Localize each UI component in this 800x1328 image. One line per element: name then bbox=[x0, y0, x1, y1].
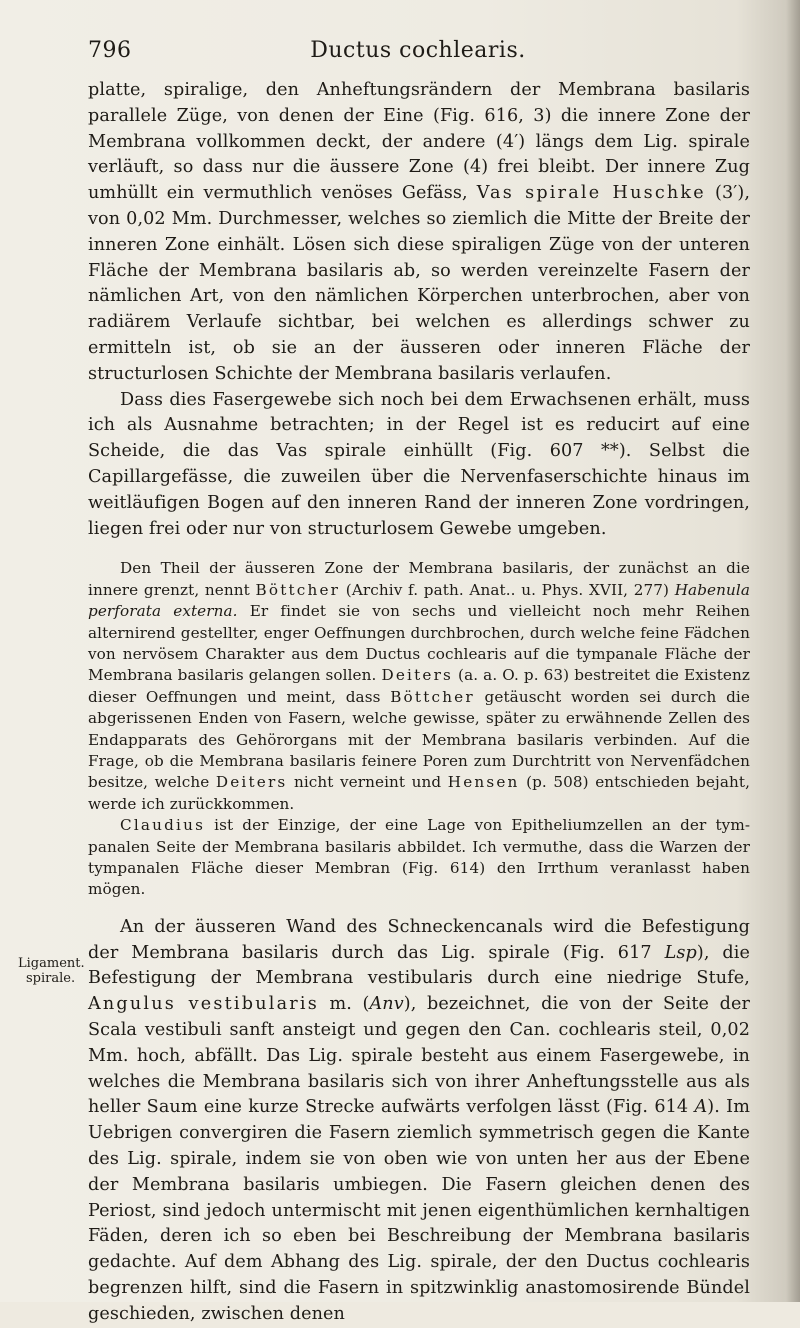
page-header bbox=[88, 38, 748, 72]
spacer bbox=[88, 542, 750, 558]
author-hensen: Hensen bbox=[447, 773, 520, 792]
page-number: 796 bbox=[88, 38, 132, 63]
label-lsp: Lsp bbox=[664, 942, 697, 963]
margin-note-line-2: spirale. bbox=[26, 971, 76, 986]
paragraph-1 bbox=[88, 78, 750, 388]
para3-text-e: Er findet sie von sechs und vielleicht noch mehr Reihen alternirend gestellter, enger Oeffnungen durchbrochen, durch welche feine Fädchen von nervösem Charakter aus dem Ductus cochlearis auf die tympanale Fläche der Membrana basilaris gelangen sollen. bbox=[88, 602, 750, 685]
author-boettcher-2: Böttcher bbox=[390, 687, 475, 706]
paragraph-2: Dass dies Fasergewebe sich noch bei dem Erwachsenen erhält, muss ich als Ausnahme betrachten; in der Regel ist es reducirt auf eine Scheide, die das Vas spirale einhüllt (Fig. 607 **). Selbst die Capillargefässe, die zuweilen über die Nervenfaserschichte hinaus im weitläufigen Bogen auf den inneren Rand der inneren Zone vordringen, liegen frei oder nur von structurlosem Gewebe umgeben. bbox=[88, 389, 750, 539]
margin-note bbox=[18, 956, 84, 986]
author-claudius: Claudius bbox=[120, 816, 206, 835]
label-a: A bbox=[694, 1097, 708, 1118]
para1-vas-spirale-term: Vas spirale Huschke bbox=[476, 183, 706, 204]
para3-text-k: nicht verneint und bbox=[287, 773, 448, 792]
para3-text-c: (Archiv f. path. Anat.. u. Phys. XVII, 277) bbox=[340, 580, 675, 599]
term-habenula-perforata: Habenula perforata externa. bbox=[88, 580, 750, 621]
text-body bbox=[88, 78, 750, 1328]
para3-text-g: (a. a. O. p. 63) bestreitet die Existenz dieser Oeffnungen und meint, dass bbox=[88, 666, 750, 706]
para1-text-a: platte, spiralige, den Anheftungsrändern der Membrana basilaris parallele Züge, von denen der Eine (Fig. 616, 3) die innere Zone der Membrana vollkommen deckt, der andere (4′) längs dem Lig. spirale verläuft, so dass nur die äussere Zone (4) frei bleibt. Der innere Zug umhüllt ein vermuthlich venöses Gefäss, bbox=[88, 80, 750, 204]
para3-text-m: (p. 508) entschieden bejaht, werde ich zurückkommen. bbox=[88, 773, 750, 813]
margin-note-line-1: Ligament. bbox=[18, 956, 85, 971]
author-deiters-2: Deiters bbox=[215, 773, 288, 792]
running-title: Ductus cochlearis. bbox=[310, 38, 526, 63]
para5-text-i: ). Im Uebrigen convergiren die Fasern ziemlich symmetrisch gegen die Kante des Lig. spirale, indem sie von oben wie von unten her aus der Ebene der Membrana basilaris umbiegen. Die Fasern gleichen denen des Periost, sind jedoch untermischt mit jenen eigenthümlichen kernhaltigen Fäden, deren ich so eben bei Beschreibung der Membrana basilaris gedachte. Auf dem Abhang des Lig. spirale, der den Ductus cochlearis begrenzen hilft, sind die Fasern in spitzwinklig anastomosirende Bündel geschieden, zwischen denen bbox=[88, 1097, 751, 1324]
para5-text-g: ), bezeichnet, die von der Seite der Scala vestibuli sanft ansteigt und gegen den Can. cochlearis steil, 0,02 Mm. hoch, abfällt. Das Lig. spirale besteht aus einem Fasergewebe, in welches die Membrana basilaris sich von ihrer Anheftungsstelle aus als heller Saum eine kurze Strecke aufwärts verfolgen lässt (Fig. 614 bbox=[88, 994, 750, 1118]
para1-text-c: (3′), von 0,02 Mm. Durchmesser, welches so ziemlich die Mitte der Breite der inneren Zone einhält. Lösen sich diese spiraligen Züge von der unteren Fläche der Membrana basilaris ab, so werden vereinzelte Fasern der nämlichen Art, von den nämlichen Körperchen unterbrochen, aber von radiärem Verlaufe sichtbar, bei welchen es allerdings schwer zu ermitteln ist, ob sie an der äusseren oder inneren Fläche der structurlosen Schichte der Membrana basilaris verlaufen. bbox=[88, 183, 751, 384]
para5-text-c: ), die Befestigung der Membrana vestibularis durch eine niedrige Stufe, bbox=[88, 942, 751, 989]
author-boettcher: Böttcher bbox=[255, 580, 341, 599]
term-angulus-vestibularis: Angulus vestibularis bbox=[88, 994, 319, 1015]
para3-text-a: Den Theil der äusseren Zone der Membrana basilaris, der zunächst an die innere grenzt, nennt bbox=[88, 559, 750, 599]
para5-text-a: An der äusseren Wand des Schneckencanals wird die Befestigung der Membrana basilaris durch das Lig. spirale (Fig. 617 bbox=[88, 916, 750, 963]
para4-text-b: ist der Einzige, der eine Lage von Epitheliumzellen an der tympanalen Seite der Membrana basilaris abbildet. Ich vermuthe, dass die Warzen der tympanalen Fläche dieser Membran (Fig. 614) den Irrthum veranlasst haben mögen. bbox=[88, 816, 750, 899]
paragraph-5 bbox=[88, 915, 750, 1328]
paragraph-4-small bbox=[88, 815, 750, 901]
para3-text-i: getäuscht worden sei durch die abgerissenen Enden von Fasern, welche gewisse, später zu erwähnende Zellen des Endapparats des Gehörorgans mit der Membrana basilaris verbinden. Auf die Frage, ob die Membrana basilaris feinere Poren zum Durchtritt von Nervenfädchen besitze, welche bbox=[88, 687, 750, 792]
spacer bbox=[88, 901, 750, 915]
paragraph-3-small bbox=[88, 558, 750, 815]
author-deiters: Deiters bbox=[381, 666, 454, 685]
label-anv: Anv bbox=[369, 994, 404, 1015]
para5-text-e: m. ( bbox=[318, 994, 370, 1015]
page-edge-shadow bbox=[786, 0, 800, 1302]
